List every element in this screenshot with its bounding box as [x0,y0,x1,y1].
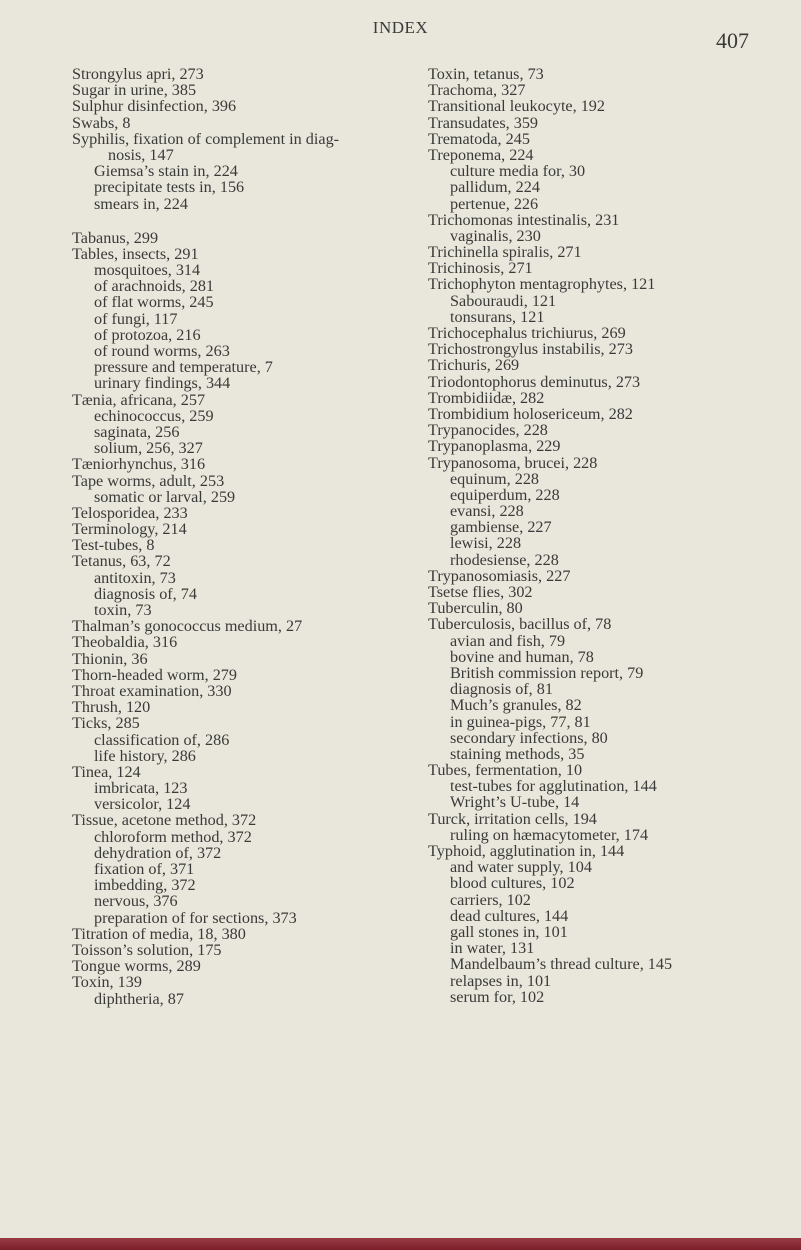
index-subentry: bovine and human, 78 [450,647,594,666]
index-subentry: life history, 286 [94,746,196,765]
index-subentry: toxin, 73 [94,601,152,619]
index-entry: Toisson’s solution, 175 [72,940,222,959]
index-entry: Trypanosoma, brucei, 228 [428,453,598,472]
index-subentry: Mandelbaum’s thread culture, 145 [450,955,673,974]
section-gap [72,212,402,230]
index-entry: Telosporidea, 233 [72,503,188,522]
index-entry: Tænia, africana, 257 [72,390,206,409]
index-subentry: of flat worms, 245 [94,293,214,312]
index-entry: Trypanoplasma, 229 [428,437,561,456]
index-entry: Trichuris, 269 [428,356,520,375]
index-entry: Transitional leukocyte, 192 [428,97,605,116]
index-subentry: saginata, 256 [94,422,180,441]
index-subentry: blood cultures, 102 [450,874,575,893]
index-subentry: Wright’s U-tube, 14 [450,793,580,812]
index-entry: Trichophyton mentagrophytes, 121 [428,275,656,294]
index-entry: Trombidium holosericeum, 282 [428,404,633,423]
index-entry: Sulphur disinfection, 396 [72,97,237,116]
index-entry: Tabanus, 299 [72,228,159,247]
index-subentry: imbedding, 372 [94,876,196,895]
index-entry: Sugar in urine, 385 [72,81,197,100]
index-entry: Tongue worms, 289 [72,957,201,976]
index-subentry: antitoxin, 73 [94,568,176,587]
index-subentry: imbricata, 123 [94,779,188,798]
index-subentry: equiperdum, 228 [450,485,560,504]
index-entry: Toxin, tetanus, 73 [428,65,544,83]
index-subentry: diphtheria, 87 [94,989,184,1008]
index-entry: Tæniorhynchus, 316 [72,455,206,474]
index-entry: Triodontophorus deminutus, 273 [428,372,641,391]
index-entry: Transudates, 359 [428,113,539,132]
index-entry: Thionin, 36 [72,649,148,668]
index-entry: Syphilis, fixation of complement in diag- [72,129,340,148]
index-subentry: relapses in, 101 [450,971,552,990]
index-subentry: diagnosis of, 81 [450,680,553,699]
index-subentry: pertenue, 226 [450,194,539,213]
index-subentry: staining methods, 35 [450,744,585,763]
index-entry: Theobaldia, 316 [72,633,178,652]
index-entry: Trypanocides, 228 [428,421,548,440]
index-subentry: chloroform method, 372 [94,827,252,846]
page-header [0,18,801,53]
index-entry: Trichomonas intestinalis, 231 [428,210,620,229]
index-subentry: carriers, 102 [450,890,531,909]
index-entry: Trichinella spiralis, 271 [428,243,582,262]
index-subentry: nosis, 147 [108,145,174,164]
index-entry: Trichinosis, 271 [428,259,533,278]
index-subentry: precipitate tests in, 156 [94,178,245,197]
index-entry: Trichocephalus trichiurus, 269 [428,324,626,342]
index-subentry: diagnosis of, 74 [94,584,197,603]
index-subentry: evansi, 228 [450,502,524,521]
index-entry: Trichostrongylus instabilis, 273 [428,340,633,359]
index-subentry: classification of, 286 [94,730,230,749]
index-subentry: fixation of, 371 [94,860,195,878]
index-entry: Tape worms, adult, 253 [72,471,225,490]
index-entry: Ticks, 285 [72,714,140,733]
index-subentry: of fungi, 117 [94,309,178,328]
index-subentry: of round worms, 263 [94,342,230,360]
index-subentry: British commission report, 79 [450,663,644,682]
index-subentry: gambiense, 227 [450,518,552,537]
index-subentry: smears in, 224 [94,194,188,213]
index-entry: Typhoid, agglutination in, 144 [428,842,625,860]
index-subentry: tonsurans, 121 [450,307,545,326]
index-subentry: mosquitoes, 314 [94,261,201,280]
index-subentry: somatic or larval, 259 [94,487,236,506]
index-subentry: dead cultures, 144 [450,906,569,925]
index-entry: Tinea, 124 [72,762,141,781]
index-entry: Titration of media, 18, 380 [72,924,246,943]
page-edge-band [0,1238,801,1250]
index-subentry: Giemsa’s stain in, 224 [94,162,238,181]
index-entry: Strongylus apri, 273 [72,65,204,83]
index-subentry: rhodesiense, 228 [450,550,559,569]
index-subentry: culture media for, 30 [450,162,586,181]
index-subentry: ruling on hæmacytometer, 174 [450,825,649,844]
index-entry: Turck, irritation cells, 194 [428,809,597,828]
index-subentry: pressure and temperature, 7 [94,358,273,377]
index-entry: Thrush, 120 [72,698,151,717]
index-subentry: and water supply, 104 [450,858,592,877]
index-entry: Toxin, 139 [72,973,142,992]
index-subentry: Sabouraudi, 121 [450,291,557,310]
index-subentry: in guinea-pigs, 77, 81 [450,712,591,731]
index-subentry: gall stones in, 101 [450,922,568,941]
index-entry: Tubes, fermentation, 10 [428,761,583,780]
index-entry: Swabs, 8 [72,113,131,132]
page-number: 407 [716,28,749,53]
index-subentry: preparation of for sections, 373 [94,908,297,927]
index-entry: Terminology, 214 [72,520,187,539]
index-subentry: secondary infections, 80 [450,728,608,747]
index-subentry: serum for, 102 [450,987,545,1006]
index-subentry: in water, 131 [450,939,535,958]
index-entry: Tuberculin, 80 [428,599,523,618]
index-subentry: vaginalis, 230 [450,226,541,245]
index-entry: Trombidiidæ, 282 [428,388,545,407]
index-subentry: of protozoa, 216 [94,325,201,344]
index-entry: Treponema, 224 [428,145,534,164]
index-subentry: equinum, 228 [450,469,540,488]
index-entry: Trypanosomiasis, 227 [428,566,571,585]
index-subentry: versicolor, 124 [94,795,191,814]
index-column-left [72,66,402,1007]
index-entry: Tables, insects, 291 [72,244,199,263]
index-entry: Trematoda, 245 [428,129,530,148]
index-subentry: Much’s granules, 82 [450,696,582,715]
index-subentry: test-tubes for agglutination, 144 [450,777,657,796]
running-head: INDEX [372,18,429,37]
index-subentry: of arachnoids, 281 [94,277,215,296]
index-subentry: solium, 256, 327 [94,439,203,458]
index-entry: Thalman’s gonococcus medium, 27 [72,617,303,636]
index-subentry: urinary findings, 344 [94,374,231,393]
index-subentry: avian and fish, 79 [450,631,566,650]
index-subentry: dehydration of, 372 [94,843,222,862]
index-subentry: lewisi, 228 [450,534,522,553]
index-entry: Tuberculosis, bacillus of, 78 [428,615,612,634]
index-subentry: echinococcus, 259 [94,406,214,425]
index-entry: Tissue, acetone method, 372 [72,811,257,830]
index-column-right [428,66,768,1005]
index-entry: Trachoma, 327 [428,81,526,100]
index-entry: Tsetse flies, 302 [428,583,533,601]
index-entry: Tetanus, 63, 72 [72,552,171,571]
index-entry: Throat examination, 330 [72,681,232,700]
index-subentry: nervous, 376 [94,892,178,911]
index-entry: Thorn-headed worm, 279 [72,665,237,684]
index-subentry: pallidum, 224 [450,178,540,197]
index-entry: Test-tubes, 8 [72,536,155,555]
